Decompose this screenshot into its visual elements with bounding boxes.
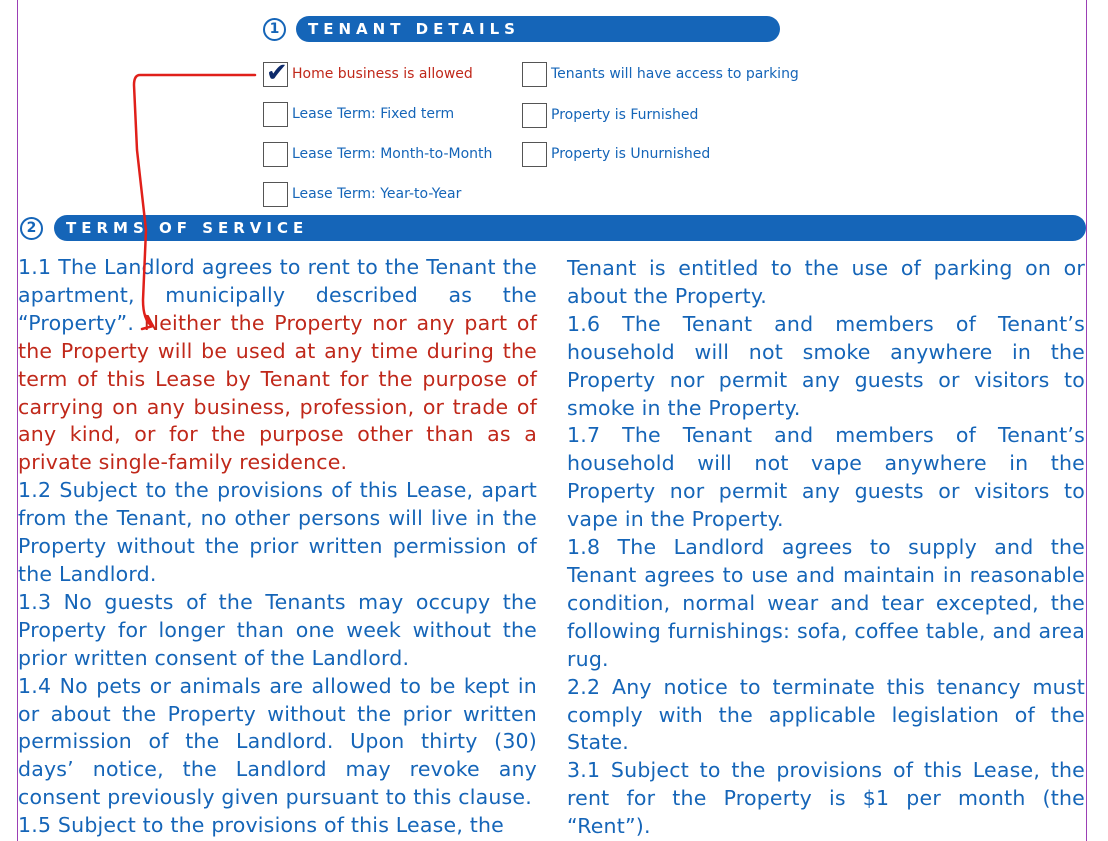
- terms-column-right: [567, 255, 1085, 841]
- checkbox-box[interactable]: [522, 62, 547, 87]
- clause-1-2: 1.2 Subject to the provisions of this Lease, apart from the Tenant, no other persons will live in the Property without the prior written permission of the Landlord.: [18, 478, 537, 586]
- page-border-right: [1086, 0, 1087, 841]
- clause-1-6: 1.6 The Tenant and members of Tenant’s household will not smoke anywhere in the Property nor permit any guests or visitors to smoke in the Property.: [567, 311, 1085, 420]
- clause-1-1-text: 1.1 The Landlord agrees to rent to the Tenant the apartment, municipally described as the “Property”.: [18, 255, 537, 335]
- section-number-badge: 1: [263, 18, 286, 41]
- checkbox-lease-month-to-month[interactable]: [263, 140, 492, 168]
- checkbox-label: Property is Furnished: [551, 107, 699, 123]
- checkbox-box[interactable]: [263, 57, 288, 88]
- checkbox-box[interactable]: [263, 182, 288, 207]
- section-title-terms-of-service: TERMS OF SERVICE: [54, 215, 1086, 241]
- checkbox-label: Lease Term: Month-to-Month: [292, 146, 493, 162]
- clause-1-5-start: 1.5 Subject to the provisions of this Lease, the: [18, 813, 504, 838]
- checkbox-label: Home business is allowed: [292, 66, 473, 82]
- checkbox-box[interactable]: [263, 142, 288, 167]
- clause-1-7: 1.7 The Tenant and members of Tenant’s household will not vape anywhere in the Property nor permit any guests or visitors to vape in the Property.: [567, 423, 1085, 532]
- clause-2-2: 2.2 Any notice to terminate this tenancy must comply with the applicable legislation of the State.: [567, 674, 1085, 755]
- section-number-badge: 2: [20, 217, 43, 240]
- checkbox-label: Property is Unurnished: [551, 146, 711, 162]
- checkbox-lease-year-to-year[interactable]: [263, 180, 461, 208]
- clause-1-3: 1.3 No guests of the Tenants may occupy the Property for longer than one week without the prior written consent of the Landlord.: [18, 589, 537, 670]
- checkbox-label: Tenants will have access to parking: [551, 66, 799, 82]
- clause-3-1: 3.1 Subject to the provisions of this Lease, the rent for the Property is $1 per month (the “Rent”).: [567, 758, 1085, 839]
- checkbox-label: Lease Term: Fixed term: [292, 106, 455, 122]
- checkbox-property-furnished[interactable]: [522, 101, 698, 129]
- clause-1-5-end: Tenant is entitled to the use of parking on or about the Property.: [567, 256, 1085, 308]
- clause-1-8: 1.8 The Landlord agrees to supply and the Tenant agrees to use and maintain in reasonable condition, normal wear and tear excepted, the following furnishings: sofa, coffee table, and area rug.: [567, 535, 1085, 671]
- checkbox-lease-fixed-term[interactable]: [263, 100, 454, 128]
- checkbox-box[interactable]: [522, 142, 547, 167]
- checkbox-home-business[interactable]: [263, 57, 473, 88]
- section-title-tenant-details: TENANT DETAILS: [296, 16, 780, 42]
- checkbox-box[interactable]: [263, 102, 288, 127]
- checkbox-parking-access[interactable]: [522, 60, 799, 88]
- clause-1-1: [18, 254, 537, 477]
- clause-1-1-highlighted-text: Neither the Property nor any part of the Property will be used at any time during the term of this Lease by Tenant for the purpose of carrying on any business, profession, or trade of any kind, or for the purpose other than as a private single-family residence.: [18, 310, 537, 475]
- clause-1-4: 1.4 No pets or animals are allowed to be kept in or about the Property without the prior written permission of the Landlord. Upon thirty (30) days’ notice, the Landlord may revoke any consent previously given pursuant to this clause.: [18, 673, 537, 810]
- checkbox-property-unfurnished[interactable]: [522, 140, 710, 168]
- checkbox-label: Lease Term: Year-to-Year: [292, 186, 462, 202]
- terms-column-left: [18, 254, 537, 840]
- checkbox-box[interactable]: [522, 103, 547, 128]
- checkmark-icon: ✔: [266, 57, 288, 88]
